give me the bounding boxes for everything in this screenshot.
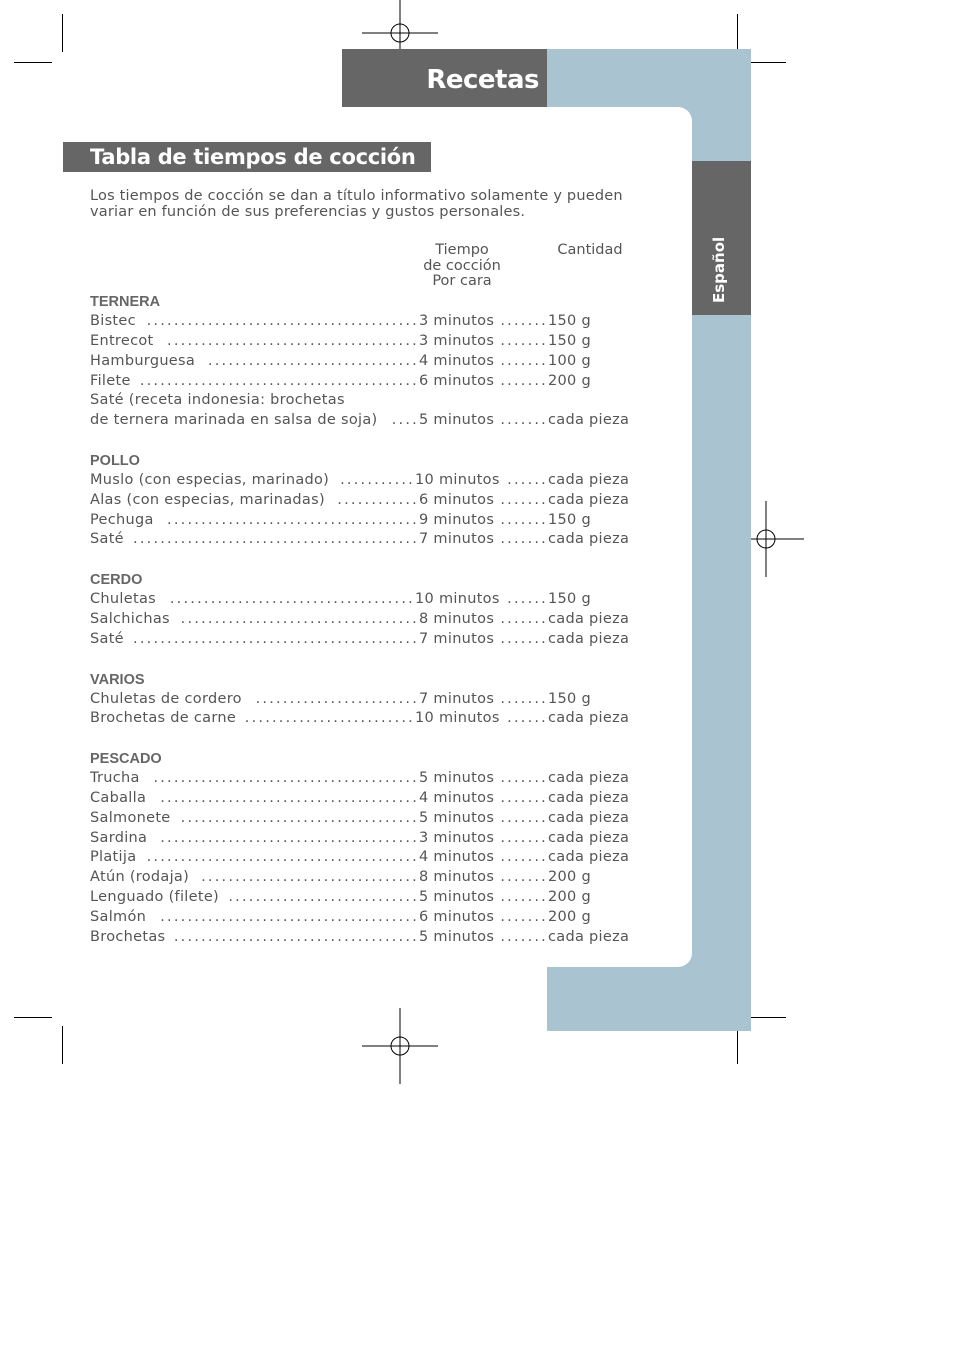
food-name: Platija — [90, 849, 137, 866]
page-title: Recetas — [426, 65, 539, 95]
leader-dots: ....... — [500, 610, 548, 627]
leader-dots: ............................ — [228, 889, 419, 906]
leader-dots: .......................................... — [133, 531, 419, 548]
leader-dots: ....... — [500, 352, 548, 369]
food-name: Atún (rodaja) — [90, 869, 190, 886]
cooking-time: 4 minutos — [419, 352, 495, 369]
table-row — [90, 491, 650, 511]
food-name: Salmonete — [90, 809, 171, 826]
quantity: cada pieza — [548, 770, 630, 787]
language-tab-label: Español — [710, 236, 728, 303]
leader-dots: ....... — [500, 869, 548, 886]
quantity: 150 g — [548, 332, 591, 349]
leader-dots: .......................................... — [133, 630, 419, 647]
leader-dots: ......................... — [244, 710, 415, 727]
table-row — [90, 352, 650, 372]
table-row — [90, 332, 650, 352]
table-row — [90, 789, 650, 809]
leader-dots: ..................................... — [167, 511, 419, 528]
crop-mark — [62, 1026, 63, 1064]
table-row — [90, 530, 650, 550]
column-header-time — [412, 243, 512, 290]
quantity: cada pieza — [548, 491, 630, 508]
quantity: 150 g — [548, 690, 591, 707]
cooking-time: 3 minutos — [419, 829, 495, 846]
leader-dots: ....... — [500, 789, 548, 806]
food-name: Entrecot — [90, 332, 154, 349]
leader-dots: ..................................... — [167, 332, 419, 349]
category-gap — [90, 431, 650, 451]
food-name: Trucha — [90, 770, 140, 787]
category-heading: TERNERA — [90, 294, 161, 310]
food-name: Hamburguesa — [90, 352, 196, 369]
cooking-time: 10 minutos — [415, 591, 500, 608]
food-name: Saté — [90, 531, 124, 548]
quantity: 150 g — [548, 511, 591, 528]
cooking-time: 5 minutos — [419, 770, 495, 787]
leader-dots: .................................... — [173, 928, 419, 945]
column-header-time-line: Tiempo — [435, 242, 489, 258]
leader-dots: ....... — [500, 412, 548, 429]
column-header-quantity: Cantidad — [557, 242, 623, 258]
leader-dots: ............................... — [207, 352, 419, 369]
table-row — [90, 610, 650, 630]
food-name: de ternera marinada en salsa de soja) — [90, 412, 378, 429]
registration-mark-icon — [362, 1008, 438, 1084]
quantity: 100 g — [548, 352, 591, 369]
leader-dots: ....... — [500, 531, 548, 548]
category-heading: VARIOS — [90, 671, 145, 688]
category-heading: PESCADO — [90, 751, 162, 768]
section-title-bar — [63, 142, 431, 172]
cooking-time: 7 minutos — [419, 531, 495, 548]
cooking-time: 8 minutos — [419, 869, 495, 886]
category-gap — [90, 550, 650, 570]
leader-dots: ....... — [500, 908, 548, 925]
cooking-time: 5 minutos — [419, 889, 495, 906]
table-row — [90, 868, 650, 888]
crop-mark — [14, 1017, 52, 1018]
leader-dots: ....... — [500, 630, 548, 647]
quantity: cada pieza — [548, 849, 630, 866]
food-name: Alas (con especias, marinadas) — [90, 491, 325, 508]
quantity: cada pieza — [548, 710, 630, 727]
crop-mark — [62, 14, 63, 52]
food-name: Pechuga — [90, 511, 154, 528]
table-row — [90, 769, 650, 789]
leader-dots: ...... — [507, 591, 548, 608]
leader-dots: ............ — [337, 491, 419, 508]
food-name: Salchichas — [90, 610, 170, 627]
leader-dots: ....... — [500, 491, 548, 508]
quantity: cada pieza — [548, 412, 630, 429]
food-name: Chuletas — [90, 591, 156, 608]
table-row — [90, 829, 650, 849]
food-name: Muslo (con especias, marinado) — [90, 471, 330, 488]
cooking-time: 4 minutos — [419, 849, 495, 866]
leader-dots: ........... — [340, 471, 415, 488]
category-gap — [90, 729, 650, 749]
quantity: 150 g — [548, 591, 591, 608]
crop-mark — [737, 14, 738, 52]
cooking-times-table — [90, 292, 650, 948]
cooking-time: 5 minutos — [419, 928, 495, 945]
table-row — [90, 690, 650, 710]
table-row — [90, 630, 650, 650]
leader-dots: ....... — [500, 690, 548, 707]
leader-dots: ...................................... — [160, 789, 419, 806]
table-row — [90, 848, 650, 868]
leader-dots: ........................................ — [146, 849, 419, 866]
quantity: 200 g — [548, 869, 591, 886]
food-name: Salmón — [90, 908, 147, 925]
crop-mark — [737, 1026, 738, 1064]
food-name: Brochetas de carne — [90, 710, 237, 727]
table-row — [90, 709, 650, 729]
cooking-time: 10 minutos — [415, 710, 500, 727]
cooking-time: 5 minutos — [419, 412, 495, 429]
language-tab — [692, 161, 751, 315]
cooking-time: 3 minutos — [419, 332, 495, 349]
leader-dots: ....... — [500, 809, 548, 826]
leader-dots: ...................................... — [160, 829, 419, 846]
crop-mark — [14, 62, 52, 63]
leader-dots: ........................................ — [146, 313, 419, 329]
cooking-time: 6 minutos — [419, 372, 495, 389]
table-row — [90, 471, 650, 491]
leader-dots: ....................................... — [153, 770, 419, 787]
header-box — [342, 49, 547, 107]
quantity: 200 g — [548, 889, 591, 906]
quantity: cada pieza — [548, 531, 630, 548]
leader-dots: ....... — [500, 511, 548, 528]
quantity: cada pieza — [548, 789, 630, 806]
quantity: 200 g — [548, 908, 591, 925]
food-name: Chuletas de cordero — [90, 690, 242, 707]
cooking-time: 6 minutos — [419, 491, 495, 508]
table-row — [90, 372, 650, 392]
leader-dots: ................................ — [201, 869, 419, 886]
leader-dots: ...................................... — [160, 908, 419, 925]
food-name: Filete — [90, 372, 131, 389]
intro-paragraph: Los tiempos de cocción se dan a título informativo solamente y pueden variar en función de sus preferencias y gustos personales. — [90, 188, 623, 220]
food-name: Caballa — [90, 789, 147, 806]
leader-dots: ....... — [500, 829, 548, 846]
leader-dots: .... — [391, 412, 419, 429]
column-header-time-line: Por cara — [432, 273, 492, 289]
leader-dots: ....... — [500, 770, 548, 787]
section-title: Tabla de tiempos de cocción — [90, 145, 416, 169]
category-heading: POLLO — [90, 452, 140, 469]
cooking-time: 9 minutos — [419, 511, 495, 528]
leader-dots: ....... — [500, 372, 548, 389]
food-name: Brochetas — [90, 928, 166, 945]
leader-dots: ....... — [500, 332, 548, 349]
cooking-time: 8 minutos — [419, 610, 495, 627]
table-row — [90, 391, 650, 411]
food-name: Bistec — [90, 313, 136, 329]
leader-dots: ........................ — [255, 690, 419, 707]
leader-dots: ................................... — [180, 610, 419, 627]
crop-mark — [748, 62, 786, 63]
cooking-time: 3 minutos — [419, 313, 495, 329]
leader-dots: .................................... — [169, 591, 415, 608]
quantity: cada pieza — [548, 610, 630, 627]
food-name: Sardina — [90, 829, 148, 846]
leader-dots: ................................... — [180, 809, 419, 826]
leader-dots: ......................................... — [139, 372, 419, 389]
table-row — [90, 888, 650, 908]
crop-mark — [748, 1017, 786, 1018]
table-row — [90, 809, 650, 829]
cooking-time: 6 minutos — [419, 908, 495, 925]
quantity: cada pieza — [548, 630, 630, 647]
leader-dots: ...... — [507, 471, 548, 488]
table-row — [90, 908, 650, 928]
category-gap — [90, 650, 650, 670]
food-name: Lenguado (filete) — [90, 889, 220, 906]
column-header-time-line: de cocción — [423, 257, 501, 274]
leader-dots: ....... — [500, 889, 548, 906]
quantity: cada pieza — [548, 829, 630, 846]
table-row — [90, 312, 650, 332]
quantity: 200 g — [548, 372, 591, 389]
cooking-time: 7 minutos — [419, 690, 495, 707]
category-heading: CERDO — [90, 572, 143, 589]
table-row — [90, 928, 650, 948]
table-row — [90, 590, 650, 610]
cooking-time: 10 minutos — [415, 471, 500, 488]
cooking-time: 5 minutos — [419, 809, 495, 826]
leader-dots: ....... — [500, 849, 548, 866]
food-name: Saté — [90, 630, 124, 647]
cooking-time: 4 minutos — [419, 789, 495, 806]
cooking-time: 7 minutos — [419, 630, 495, 647]
table-row — [90, 411, 650, 431]
leader-dots: ...... — [507, 710, 548, 727]
table-row — [90, 511, 650, 531]
quantity: 150 g — [548, 313, 591, 329]
leader-dots: ....... — [500, 928, 548, 945]
food-name: Saté (receta indonesia: brochetas — [90, 392, 345, 409]
leader-dots: ....... — [500, 313, 548, 329]
quantity: cada pieza — [548, 809, 630, 826]
quantity: cada pieza — [548, 928, 630, 945]
quantity: cada pieza — [548, 471, 630, 488]
